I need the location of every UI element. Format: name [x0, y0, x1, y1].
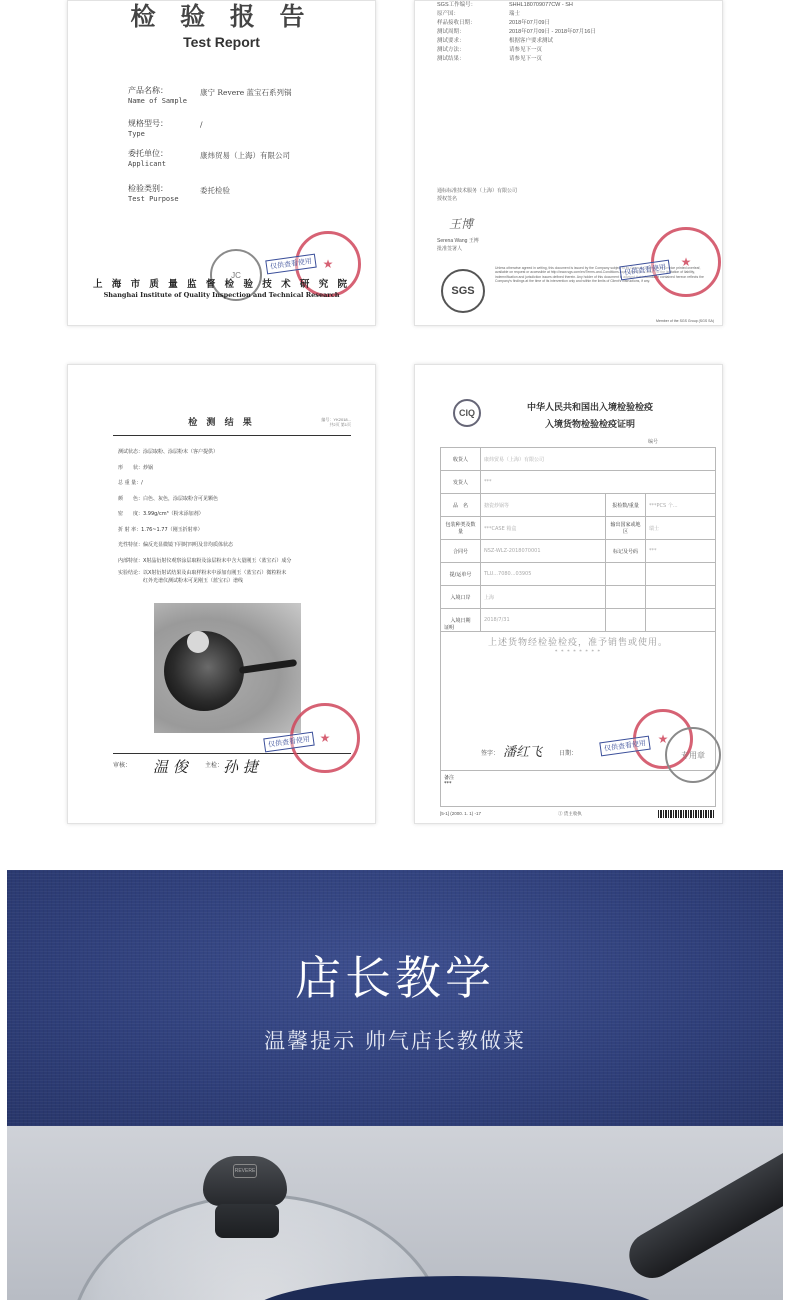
cert-row [441, 448, 716, 471]
red-seal: ★ [290, 703, 360, 773]
cert-row [441, 517, 716, 540]
cert-value: 康炜贸易（上海）有限公司 [481, 448, 716, 471]
signature: 王博 [449, 217, 474, 231]
red-seal: ★ [651, 227, 721, 297]
info-line: 原产国： 瑞士 [437, 11, 521, 17]
cert-label: 提/运单号 [441, 563, 481, 586]
cert-value: *** [481, 471, 716, 494]
cert-label: 合同号 [441, 540, 481, 563]
info-line: SGS工作编号： SHHL180709077CW - SH [437, 2, 573, 8]
institute-name: 上 海 市 质 量 监 督 检 验 技 术 研 究 院 [93, 279, 350, 290]
cert-table [440, 447, 716, 632]
sgs-info-list [437, 1, 596, 64]
product-photo [7, 1126, 783, 1300]
field-value-sample: 康宁 Revere 蓝宝石系列锅 [200, 88, 292, 97]
cert-value [646, 563, 716, 586]
sgs-logo-icon: SGS [441, 269, 485, 313]
info-line: 样品接收日期： 2018年07月09日 [437, 20, 550, 26]
view-only-stamp: 仅供查看使用 [619, 260, 670, 281]
cert-value: *** [646, 540, 716, 563]
results-ref: 编号：YK2018... 共2页 第1页 [321, 417, 351, 427]
signer-name: Serena Wang 王博 [437, 238, 479, 244]
cert-row [441, 494, 716, 517]
report-subtitle: Test Report [183, 34, 260, 50]
field-label-purpose: 检验类别： Test Purpose [128, 184, 179, 203]
view-only-stamp: 仅供查看使用 [265, 254, 316, 275]
view-only-stamp: 仅供查看使用 [263, 732, 314, 753]
cert-value [606, 586, 646, 609]
cert-title-1: 中华人民共和国出入境检验检疫 [526, 403, 653, 413]
sgs-report [414, 0, 723, 326]
test-results-doc [67, 364, 376, 824]
grey-seal: 专用章 [665, 727, 721, 783]
inspection-certificate [414, 364, 723, 824]
barcode [658, 810, 714, 818]
cert-value: 2018/7/31 [481, 609, 606, 632]
cert-value [606, 563, 646, 586]
cert-footer: [5-1] (2000. 1. 1) -17 ① 货主收执 [440, 811, 582, 816]
view-only-stamp: 仅供查看使用 [599, 736, 650, 757]
cert-value: NSZ-WLZ-2018070001 [481, 540, 606, 563]
cert-title-2: 入境货物检验检疫证明 [544, 420, 635, 430]
cert-no-label: 编号 [648, 439, 659, 445]
cert-label: 入境口岸 [441, 586, 481, 609]
cert-label: 输出国家或地区 [606, 517, 646, 540]
signer-title: 批准签署人 [437, 246, 463, 252]
cert-row [441, 540, 716, 563]
cert-label: 收货人 [441, 448, 481, 471]
cert-label: 标记及号码 [606, 540, 646, 563]
cert-value: 搪瓷炒锅等 [481, 494, 606, 517]
field-label-type: 规格型号： Type [128, 119, 168, 138]
cert-remark: 证明 上述货物经检验检疫，准予销售或使用。 * * * * * * * * 签字： 潘红飞 日期： [440, 621, 716, 771]
cert-row [441, 471, 716, 494]
company-name: 通标标准技术服务（上海）有限公司 [437, 188, 518, 194]
signature: 潘红飞 [503, 745, 543, 760]
cert-value: TLU...7080...03905 [481, 563, 606, 586]
cert-value: ***PCS 个... [646, 494, 716, 517]
cert-row [441, 563, 716, 586]
field-value-type: / [200, 120, 203, 129]
field-label-applicant: 委托单位： Applicant [128, 149, 168, 168]
fine-print: Unless otherwise agreed in writing, this document is issued by the Company subject to its General Conditions of Service printed overleaf, available on request or accessible at http://www.sgs.com/en/Terms-and-Conditions.aspx. Attention is drawn to the limitation of liability, indemnification and jurisdiction issues defined therein. Any holder of this document is advised that information contained hereon reflects the Company's findings at the time of its intervention only and within the limits of Client's instructions, if any. [495, 266, 704, 284]
info-line: 测试周期： 2018年07月09日 - 2018年07月16日 [437, 29, 596, 35]
field-value-applicant: 康炜贸易（上海）有限公司 [200, 151, 290, 160]
cert-note: 备注 *** [440, 771, 716, 807]
divider [113, 435, 351, 436]
knob-logo: REVERE [233, 1164, 257, 1178]
pan-handle [621, 1132, 783, 1287]
report-title: 检 验 报 告 [130, 2, 313, 31]
cert-label: 报检数/重量 [606, 494, 646, 517]
red-seal: ★ [633, 709, 693, 769]
cert-value [646, 586, 716, 609]
cert-label: 品 名 [441, 494, 481, 517]
info-line: 测试要求： 根据客户要求测试 [437, 38, 554, 44]
test-report-cover [67, 0, 376, 326]
banner-subtitle: 温馨提示 帅气店长教做菜 [264, 1029, 526, 1053]
sample-photo [154, 603, 301, 733]
cert-row [441, 586, 716, 609]
cert-value: 上海 [481, 586, 606, 609]
signature-row: 审核： 温 俊 主检： 孙 捷 [113, 753, 351, 769]
field-value-purpose: 委托检验 [200, 186, 230, 195]
cert-value: ***CASE 箱盒 [481, 517, 606, 540]
jc-seal: JC [210, 249, 262, 301]
institute-name-en: Shanghai Institute of Quality Inspection and Technical Research [103, 291, 340, 299]
field-label-sample: 产品名称： Name of Sample [128, 86, 188, 105]
red-seal: ★ [295, 231, 361, 297]
results-list: 测试状态：涂层取粉、涂层粉末（客户提供） 形 状：炒锅 总 重 量：/ 颜 色：白色、灰色，涂层取粉含可见颗色 密 度：3.99g/cm³（粉末添加剂） 折 射 率：1.76~1.77（刚玉折射率） 光性特征：偏反光显微镜下同时四明及非均质体状态 内部特征：X射晶衍射仪观察涂层取粉及涂层粉末中含大量刚玉（蓝宝石）成分 实验结论：以X射衍射试结果及由取样粉末中添加有刚玉（蓝宝石）微粒粉末 红外光谱仪测试粉末可见刚玉（蓝宝石）谱线 [118, 449, 292, 584]
store-manager-banner [7, 870, 783, 1126]
cert-label: 发货人 [441, 471, 481, 494]
cert-label: 包装种类及数量 [441, 517, 481, 540]
cert-label: 入境日期 [441, 609, 481, 632]
cert-value: 瑞士 [646, 517, 716, 540]
remark-text: 上述货物经检验检疫，准予销售或使用。 [487, 638, 668, 648]
sgs-member-note: Member of the SGS Group (SGS SA) [656, 319, 714, 323]
ciq-emblem-icon: CIQ [453, 399, 481, 427]
results-title: 检 测 结 果 [188, 418, 255, 428]
info-line: 测试结果： 请参见下一页 [437, 56, 543, 62]
company-sub: 授权签名 [437, 196, 458, 202]
banner-title: 店长教学 [295, 951, 495, 1005]
info-line: 测试方法： 请参见下一页 [437, 47, 543, 53]
